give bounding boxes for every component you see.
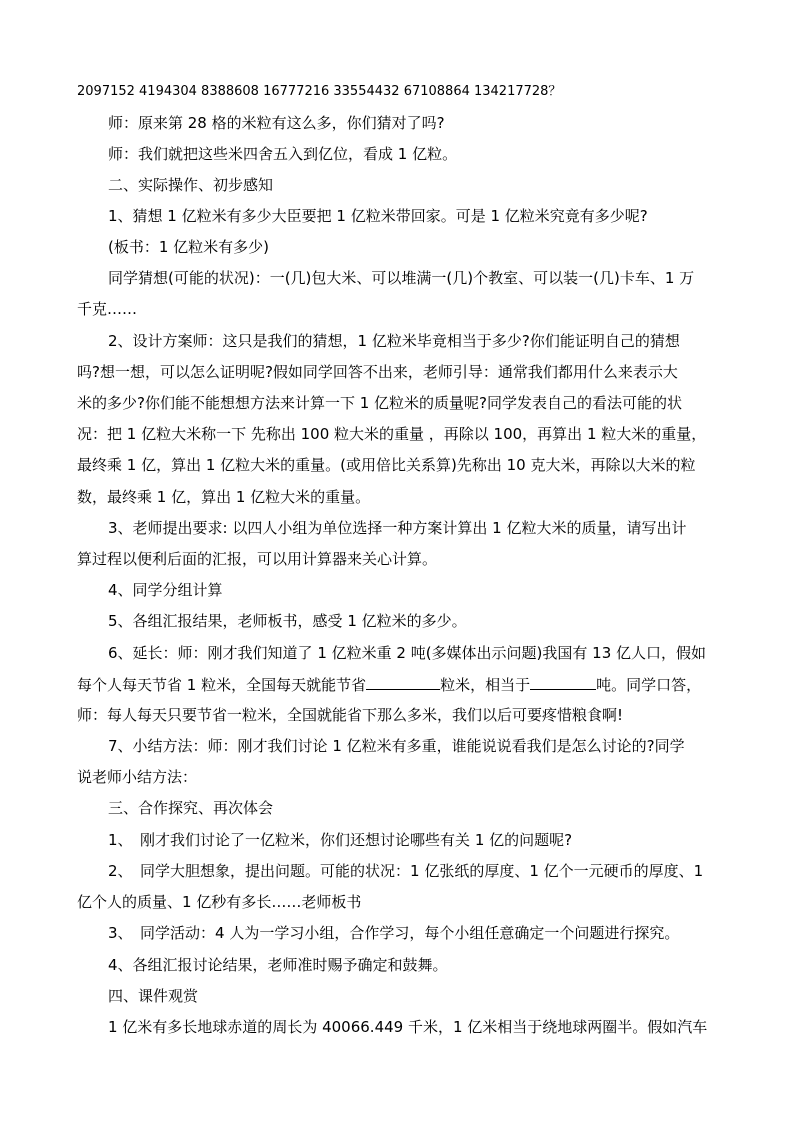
paragraph-line: 1、 刚才我们讨论了一亿粒米，你们还想讨论哪些有关 1 亿的问题呢?: [108, 831, 573, 849]
paragraph-line: 7、小结方法：师：刚才我们讨论 1 亿粒米有多重，谁能说说看我们是怎么讨论的?同学: [108, 737, 685, 755]
paragraph-line: 况：把 1 亿粒大米称一下 先称出 100 粒大米的重量 ，再除以 100，再算出 1 粒大米的重量，: [77, 425, 707, 443]
section-heading: 二、实际操作、初步感知: [108, 176, 274, 194]
paragraph-line: 说老师小结方法：: [77, 768, 198, 786]
section-heading: 四、课件观赏: [108, 987, 199, 1005]
paragraph-line: 1、猜想 1 亿粒米有多少大臣要把 1 亿粒米带回家。可是 1 亿粒米究竟有多少呢?: [108, 207, 648, 225]
paragraph-line: 千克……: [77, 300, 138, 318]
paragraph-line: 吗?想一想，可以怎么证明呢?假如同学回答不出来，老师引导：通常我们都用什么来表示大: [77, 363, 678, 381]
section-heading: 三、合作探究、再次体会: [108, 799, 274, 817]
paragraph-line: 师：原来第 28 格的米粒有这么多，你们猜对了吗?: [108, 114, 445, 132]
fill-in-blank: [530, 674, 596, 690]
paragraph-line: 3、老师提出要求: 以四人小组为单位选择一种方案计算出 1 亿粒大米的质量，请写出计: [108, 519, 687, 537]
number-sequence-line: 2097152 4194304 8388608 16777216 33554432 67108864 134217728？: [77, 84, 562, 99]
paragraph-line: 1 亿米有多长地球赤道的周长为 40066.449 千米，1 亿米相当于绕地球两圈半。假如汽车: [108, 1018, 708, 1036]
paragraph-line: 6、延长：师：刚才我们知道了 1 亿粒米重 2 吨(多媒体出示问题)我国有 13 亿人口，假如: [108, 644, 707, 662]
paragraph-line: 同学猜想(可能的状况)：一(几)包大米、可以堆满一(几)个教室、可以装一(几)卡车、1 万: [108, 269, 695, 287]
paragraph-line: 米的多少?你们能不能想想方法来计算一下 1 亿粒米的质量呢?同学发表自己的看法可能的状: [77, 394, 683, 412]
paragraph-line: 师：每人每天只要节省一粒米，全国就能省下那么多米，我们以后可要疼惜粮食啊!: [77, 706, 624, 724]
paragraph-line: 算过程以便利后面的汇报，可以用计算器来关心计算。: [77, 550, 438, 568]
text-segment: 粒米，相当于: [440, 676, 531, 694]
paragraph-line: 2、 同学大胆想象，提出问题。可能的状况：1 亿张纸的厚度、1 亿个一元硬币的厚度、1: [108, 862, 704, 880]
paragraph-line: 最终乘 1 亿，算出 1 亿粒大米的重量。(或用倍比关系算)先称出 10 克大米，再除以大米的粒: [77, 456, 696, 474]
paragraph-line: 3、 同学活动：4 人为一学习小组，合作学习，每个小组任意确定一个问题进行探究。: [108, 924, 680, 942]
fill-in-blank: [366, 674, 440, 690]
paragraph-line: 4、各组汇报讨论结果，老师准时赐予确定和鼓舞。: [108, 956, 448, 974]
paragraph-line: (板书：1 亿粒米有多少): [108, 238, 270, 256]
paragraph-line: 2、设计方案师：这只是我们的猜想，1 亿粒米毕竟相当于多少?你们能证明自己的猜想: [108, 332, 680, 350]
text-segment: 每个人每天节省 1 粒米，全国每天就能节省: [77, 676, 367, 694]
paragraph-line: 5、各组汇报结果，老师板书，感受 1 亿粒米的多少。: [108, 612, 467, 630]
paragraph-line: 数，最终乘 1 亿，算出 1 亿粒大米的重量。: [77, 488, 371, 506]
paragraph-line: 4、同学分组计算: [108, 581, 223, 599]
paragraph-line: 亿个人的质量、1 亿秒有多长……老师板书: [77, 893, 362, 911]
paragraph-line-with-blanks: [77, 674, 737, 695]
text-segment: 吨。同学口答，: [596, 676, 702, 694]
paragraph-line: 师：我们就把这些米四舍五入到亿位，看成 1 亿粒。: [108, 145, 458, 163]
